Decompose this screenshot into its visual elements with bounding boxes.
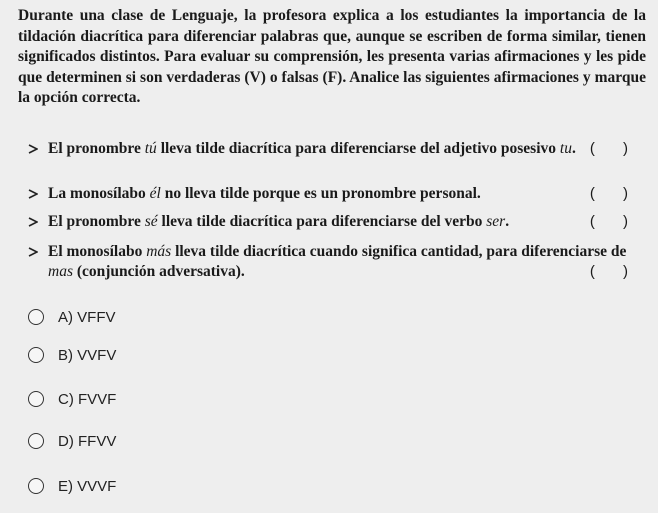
answer-blank[interactable]: ( ) — [589, 263, 640, 280]
statement-text: lleva tilde diacrítica para diferenciarse del verbo — [157, 213, 487, 230]
statement-text: El pronombre — [48, 213, 145, 230]
option-label: E) VVVF — [58, 477, 117, 495]
option-e[interactable] — [28, 475, 116, 497]
radio-button[interactable] — [28, 391, 44, 407]
radio-button[interactable] — [28, 478, 44, 494]
statement-word: ser — [486, 213, 506, 230]
answer-blank[interactable]: ( ) — [589, 185, 640, 202]
statement-3 — [28, 212, 648, 232]
question-intro: Durante una clase de Lenguaje, la profesora explica a los estudiantes la importancia de la tildación diacrítica para diferenciar palabras que, aunque se escriben de forma similar, tienen significados distintos. Para evaluar su comprensión, les presenta varias afirmaciones y les pide que determinen si son verdaderas (V) o falsas (F). Analice las siguientes afirmaciones y marque la opción correcta. — [18, 7, 646, 106]
radio-button[interactable] — [28, 347, 44, 363]
option-label: A) VFFV — [58, 308, 116, 326]
statement-word: tú — [144, 140, 157, 157]
statement-word: mas — [48, 263, 73, 280]
statement-text: (conjunción adversativa). — [72, 263, 245, 280]
statement-word: más — [146, 243, 172, 260]
statement-word: sé — [144, 213, 158, 230]
arrow-bullet-icon — [28, 217, 38, 227]
arrow-bullet-icon — [28, 247, 38, 257]
statement-text: El pronombre — [48, 140, 145, 157]
statement-text: . — [571, 140, 576, 157]
option-label: B) VVFV — [58, 346, 117, 364]
statement-word: tu — [559, 140, 572, 157]
statement-text: . — [505, 213, 510, 230]
option-d[interactable] — [28, 430, 116, 452]
statement-4 — [28, 242, 648, 282]
option-b[interactable] — [28, 344, 116, 366]
answer-blank[interactable]: ( ) — [589, 213, 640, 230]
option-a[interactable] — [28, 306, 116, 328]
statement-text: lleva tilde diacrítica cuando significa cantidad, para diferenciarse de — [171, 243, 627, 260]
statement-text: La monosílabo — [48, 185, 150, 202]
statement-text: El monosílabo — [48, 243, 147, 260]
statement-1 — [28, 139, 648, 159]
option-c[interactable] — [28, 388, 116, 410]
answer-blank[interactable]: ( ) — [589, 140, 640, 157]
statement-text: no lleva tilde porque es un pronombre personal. — [160, 185, 481, 202]
radio-button[interactable] — [28, 309, 44, 325]
statement-text: lleva tilde diacrítica para diferenciarse del adjetivo posesivo — [156, 140, 560, 157]
statement-2 — [28, 184, 648, 204]
option-label: C) FVVF — [58, 390, 117, 408]
arrow-bullet-icon — [28, 144, 38, 154]
option-label: D) FFVV — [58, 432, 117, 450]
statement-word: él — [149, 185, 161, 202]
arrow-bullet-icon — [28, 189, 38, 199]
radio-button[interactable] — [28, 433, 44, 449]
